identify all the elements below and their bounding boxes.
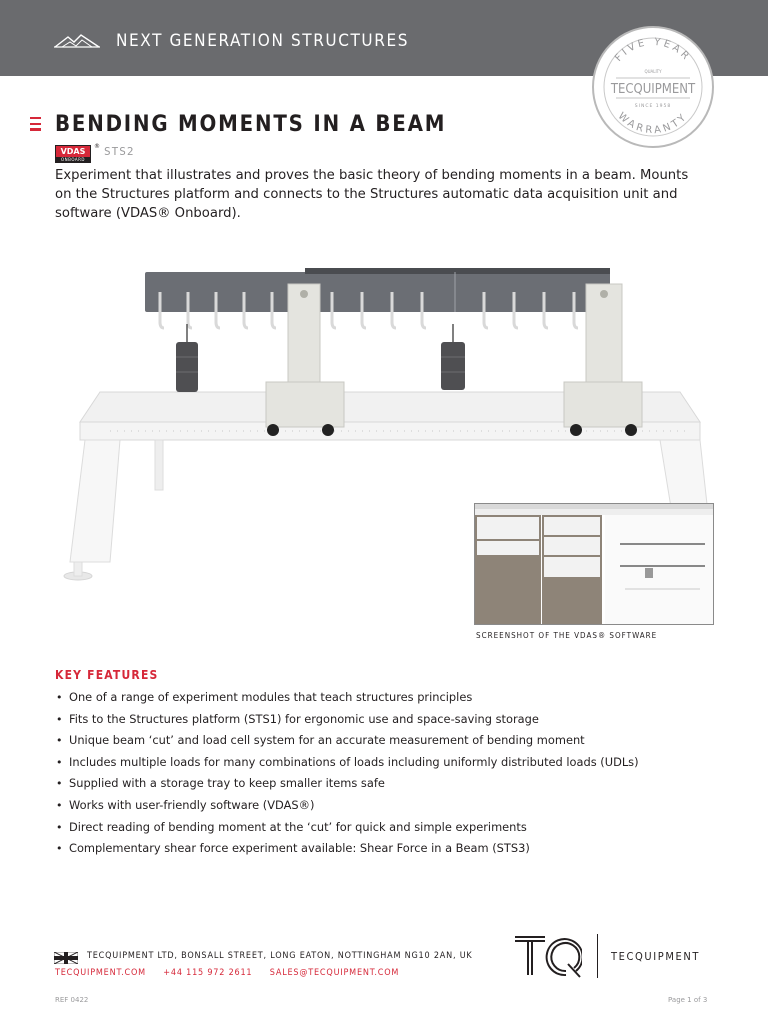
page-number: Page 1 of 3 (668, 996, 708, 1004)
badge-small-top: QUALITY (644, 69, 662, 74)
key-features-list (55, 687, 639, 860)
footer-address: TECQUIPMENT LTD, BONSALL STREET, LONG EATON, NOTTINGHAM NG10 2AN, UK (87, 951, 473, 961)
logo-separator (597, 934, 598, 978)
intro-paragraph: Experiment that illustrates and proves the basic theory of bending moments in a beam. Mounts on the Structures platform and connects to the Structures automatic data acquisition unit and software (VDAS® Onboard). (55, 168, 689, 221)
key-features-title: KEY FEATURES (55, 668, 159, 682)
mountain-logo-icon (54, 34, 100, 48)
list-item: • Supplied with a storage tray to keep smaller items safe (55, 773, 639, 795)
series-title: NEXT GENERATION STRUCTURES (116, 31, 410, 51)
vdas-logo-icon (55, 143, 100, 163)
list-item: • Includes multiple loads for many combinations of loads including uniformly distributed loads (UDLs) (55, 752, 639, 774)
website-link[interactable]: TECQUIPMENT.COM (55, 968, 146, 978)
warranty-badge (592, 26, 714, 148)
badge-top-text: FIVE YEAR (613, 36, 693, 64)
tq-logo-icon (514, 934, 582, 978)
uk-flag-icon (54, 952, 78, 964)
badge-small-bottom: SINCE 1958 (634, 104, 672, 109)
email-link[interactable]: SALES@TECQUIPMENT.COM (269, 968, 400, 978)
product-code: STS2 (104, 145, 135, 158)
list-item: • One of a range of experiment modules that teach structures principles (55, 687, 639, 709)
badge-brand: TECQUIPMENT (610, 82, 696, 97)
list-item: • Complementary shear force experiment available: Shear Force in a Beam (STS3) (55, 838, 639, 860)
screenshot-caption: SCREENSHOT OF THE VDAS® SOFTWARE (476, 631, 658, 640)
phone-link[interactable]: +44 115 972 2611 (163, 968, 253, 978)
vdas-logo-bottom: ONBOARD (56, 157, 90, 163)
vdas-logo-top: VDAS (56, 146, 90, 157)
reference-number: REF 0422 (55, 996, 89, 1004)
title-accent-bars (30, 117, 41, 134)
list-item: • Unique beam ‘cut’ and load cell system for an accurate measurement of bending moment (55, 730, 639, 752)
list-item: • Fits to the Structures platform (STS1) for ergonomic use and space-saving storage (55, 709, 639, 731)
list-item: • Works with user-friendly software (VDAS®) (55, 795, 639, 817)
page-title: BENDING MOMENTS IN A BEAM (55, 112, 447, 137)
footer-brand: TECQUIPMENT (611, 950, 700, 963)
software-screenshot (474, 503, 714, 625)
footer-contact (55, 968, 413, 978)
software-screenshot-graphic (475, 504, 713, 624)
badge-bottom-text: WARRANTY (615, 110, 691, 137)
svg-text:WARRANTY (616, 111, 691, 137)
list-item: • Direct reading of bending moment at the ‘cut’ for quick and simple experiments (55, 817, 639, 839)
svg-text:FIVE YEAR (613, 37, 693, 64)
vdas-reg-mark: ® (94, 143, 100, 150)
